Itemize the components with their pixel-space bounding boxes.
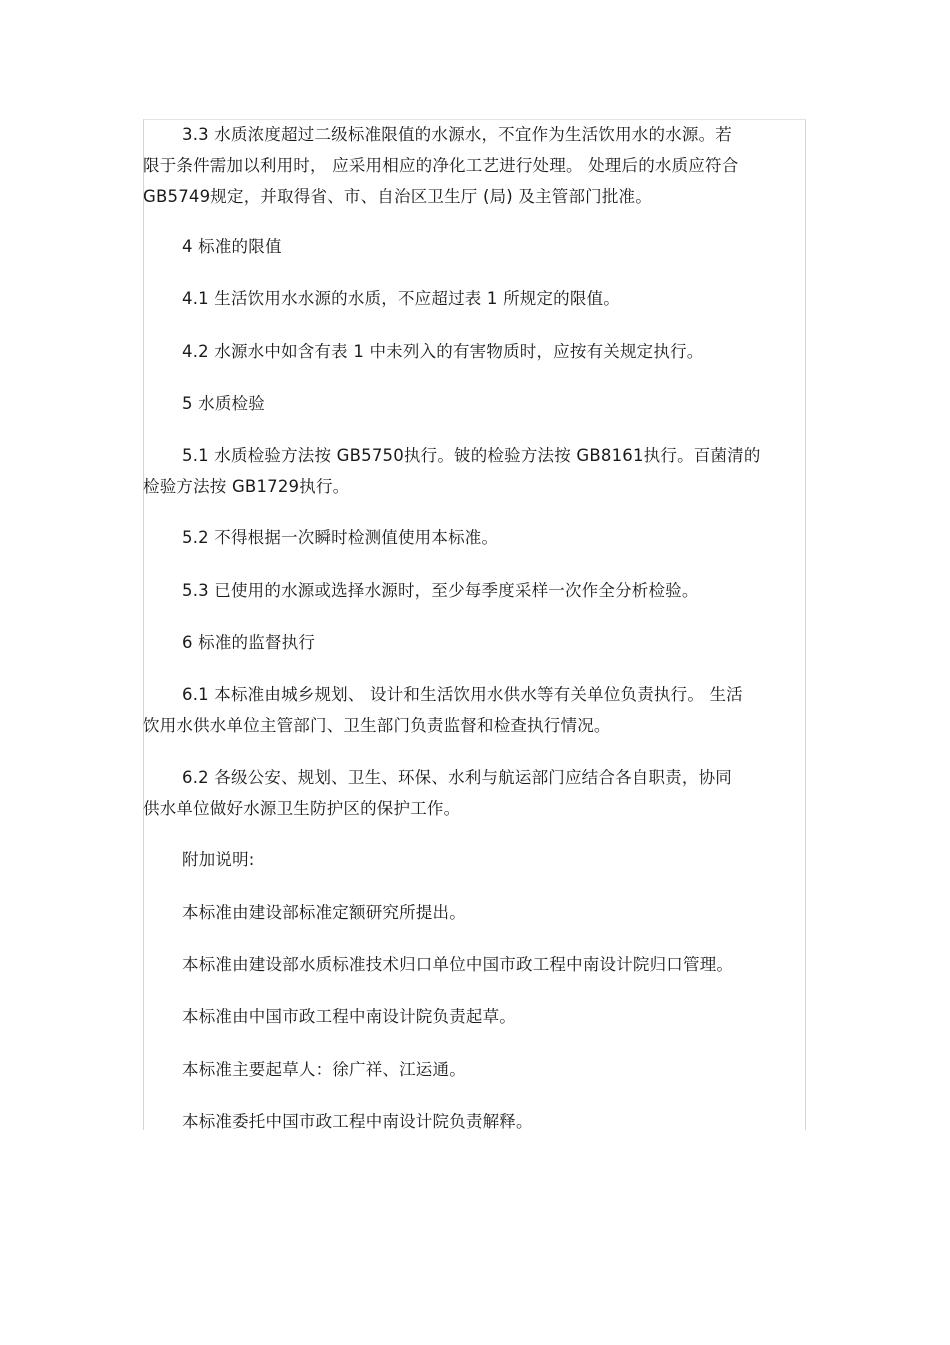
paragraph-5-1 bbox=[143, 440, 805, 502]
note-text: 本标准由中国市政工程中南设计院负责起草。 bbox=[182, 1007, 516, 1026]
note-text: 本标准由建设部水质标准技术归口单位中国市政工程中南设计院归口管理。 bbox=[182, 955, 734, 974]
paragraph-4-2 bbox=[143, 336, 805, 367]
section-heading-5 bbox=[143, 388, 805, 419]
paragraph-line: 饮用水供水单位主管部门、卫生部门负责监督和检查执行情况。 bbox=[143, 716, 611, 735]
section-heading-4 bbox=[143, 231, 805, 262]
heading-text: 4 标准的限值 bbox=[182, 237, 282, 256]
note-text: 本标准委托中国市政工程中南设计院负责解释。 bbox=[182, 1112, 533, 1131]
section-heading-6 bbox=[143, 627, 805, 658]
note-main-drafters bbox=[143, 1054, 805, 1085]
paragraph-line: 检验方法按 GB1729执行。 bbox=[143, 477, 350, 496]
note-text: 本标准主要起草人：徐广祥、江运通。 bbox=[182, 1060, 466, 1079]
note-managed-by bbox=[143, 949, 805, 980]
paragraph-5-2 bbox=[143, 522, 805, 553]
paragraph-line: 6.1 本标准由城乡规划、 设计和生活饮用水供水等有关单位负责执行。 生活 bbox=[182, 685, 743, 704]
paragraph-6-1 bbox=[143, 679, 805, 741]
paragraph-line: 5.2 不得根据一次瞬时检测值使用本标准。 bbox=[182, 528, 499, 547]
paragraph-line: 供水单位做好水源卫生防护区的保护工作。 bbox=[143, 799, 461, 818]
paragraph-3-3 bbox=[143, 119, 805, 212]
note-text: 本标准由建设部标准定额研究所提出。 bbox=[182, 903, 466, 922]
paragraph-line: 限于条件需加以利用时， 应采用相应的净化工艺进行处理。 处理后的水质应符合 bbox=[143, 156, 739, 175]
heading-text: 5 水质检验 bbox=[182, 394, 265, 413]
paragraph-4-1 bbox=[143, 283, 805, 314]
paragraph-line: 5.3 已使用的水源或选择水源时，至少每季度采样一次作全分析检验。 bbox=[182, 581, 699, 600]
note-interpretation bbox=[143, 1106, 805, 1137]
note-drafted-by bbox=[143, 1001, 805, 1032]
additional-notes-heading bbox=[143, 844, 805, 875]
paragraph-line: 6.2 各级公安、规划、卫生、环保、水利与航运部门应结合各自职责，协同 bbox=[182, 768, 732, 787]
paragraph-6-2 bbox=[143, 762, 805, 824]
heading-text: 6 标准的监督执行 bbox=[182, 633, 316, 652]
paragraph-line: 3.3 水质浓度超过二级标准限值的水源水，不宜作为生活饮用水的水源。若 bbox=[182, 125, 732, 144]
note-proposed-by bbox=[143, 897, 805, 928]
paragraph-5-3 bbox=[143, 575, 805, 606]
paragraph-line: 5.1 水质检验方法按 GB5750执行。铍的检验方法按 GB8161执行。百菌清的 bbox=[182, 446, 761, 465]
heading-text: 附加说明: bbox=[182, 850, 255, 869]
paragraph-line: 4.2 水源水中如含有表 1 中未列入的有害物质时，应按有关规定执行。 bbox=[182, 342, 704, 361]
paragraph-line: GB5749规定，并取得省、市、自治区卫生厅 (局) 及主管部门批准。 bbox=[143, 187, 652, 206]
paragraph-line: 4.1 生活饮用水水源的水质，不应超过表 1 所规定的限值。 bbox=[182, 289, 620, 308]
